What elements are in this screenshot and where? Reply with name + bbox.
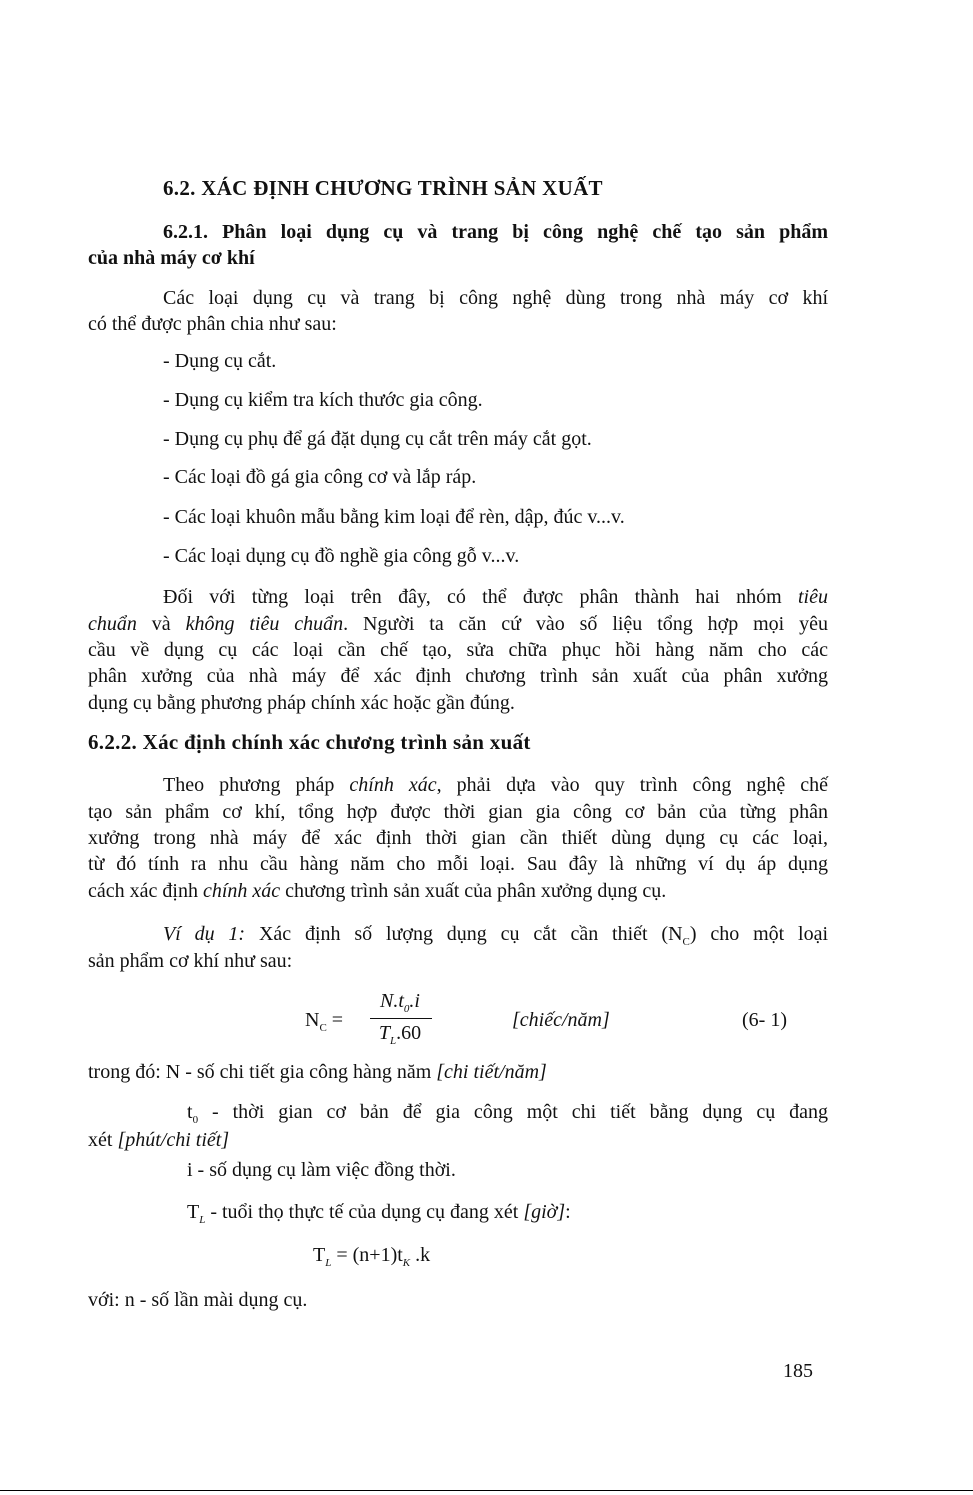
subscript: 0 — [192, 1114, 199, 1126]
unit: [chi tiết/năm] — [436, 1061, 547, 1083]
paragraph-line: từ đó tính ra nhu cầu hàng năm cho mỗi loại. Sau đây là những ví dụ áp dụng — [88, 853, 828, 875]
definition-line — [88, 1127, 229, 1153]
symbol: t — [187, 1101, 193, 1123]
equation-number: (6- 1) — [742, 1009, 787, 1031]
definition-line — [187, 1099, 828, 1133]
formula-lhs — [305, 1007, 343, 1041]
text-italic: không tiêu chuẩn — [185, 613, 344, 635]
text: , phải dựa vào quy trình công nghệ chế — [436, 774, 829, 796]
list-item: - Các loại khuôn mẫu bằng kim loại để rèn, dập, đúc v...v. — [163, 506, 625, 528]
text: .k — [410, 1244, 431, 1266]
text: và — [136, 613, 186, 635]
symbol: N — [305, 1009, 320, 1031]
text: - thời gian cơ bản để gia công một chi tiết bằng dụng cụ đang — [198, 1101, 828, 1123]
paragraph-line: dụng cụ bằng phương pháp chính xác hoặc gần đúng. — [88, 692, 515, 714]
paragraph-line: tạo sản phẩm cơ khí, tổng hợp được thời gian gia công cơ bản của từng phân — [88, 801, 828, 823]
text: Đối với từng loại trên đây, có thể được phân thành hai nhóm — [163, 586, 798, 608]
subscript: C — [319, 1022, 327, 1034]
list-item: - Dụng cụ cắt. — [163, 350, 277, 372]
symbol: T — [313, 1244, 326, 1266]
subscript: L — [325, 1257, 332, 1269]
definition-line — [187, 1199, 571, 1233]
symbol: .60 — [396, 1022, 422, 1044]
list-item: - Dụng cụ phụ để gá đặt dụng cụ cắt trên máy cắt gọt. — [163, 428, 592, 450]
paragraph-line: xưởng trong nhà máy để xác định thời gian cần thiết dùng dụng cụ các loại, — [88, 827, 828, 849]
list-item: - Các loại đồ gá gia công cơ và lắp ráp. — [163, 466, 477, 488]
symbol: N.t — [380, 990, 404, 1012]
subscript: C — [682, 936, 690, 948]
formula-denominator — [365, 1022, 435, 1047]
definition-line — [88, 1059, 547, 1085]
subscript: L — [199, 1214, 206, 1226]
text: . Người ta căn cứ vào số liệu tổng hợp mọi yêu — [343, 613, 828, 635]
text: chương trình sản xuất của phân xưởng dụng cụ. — [280, 880, 667, 902]
text: = (n+1)t — [331, 1244, 403, 1266]
intro-line: Các loại dụng cụ và trang bị công nghệ dùng trong nhà máy cơ khí — [163, 287, 828, 309]
text: Theo phương pháp — [163, 774, 350, 796]
formula-tool-life — [313, 1242, 430, 1276]
intro-line: có thể được phân chia như sau: — [88, 313, 337, 335]
list-item: - Dụng cụ kiểm tra kích thước gia công. — [163, 389, 483, 411]
symbol: .i — [409, 990, 420, 1012]
section-heading: 6.2. XÁC ĐỊNH CHƯƠNG TRÌNH SẢN XUẤT — [163, 176, 603, 200]
subscript: L — [390, 1035, 397, 1047]
subsection-heading-6-2-1-cont: của nhà máy cơ khí — [88, 247, 255, 269]
paragraph-line: cầu về dụng cụ các loại cần chế tạo, sửa chữa phục hồi hàng năm cho các — [88, 639, 828, 661]
list-item: - Các loại dụng cụ đồ nghề gia công gỗ v...v. — [163, 545, 520, 567]
unit: [giờ] — [523, 1201, 566, 1223]
text: xét — [88, 1129, 118, 1151]
text: cách xác định — [88, 880, 203, 902]
text-italic: chính xác — [349, 774, 437, 796]
subsection-heading-6-2-1: 6.2.1. Phân loại dụng cụ và trang bị công nghệ chế tạo sản phẩm — [163, 221, 828, 243]
page-number: 185 — [783, 1360, 813, 1382]
text-italic: chính xác — [202, 880, 281, 902]
fraction-bar — [370, 1018, 432, 1019]
paragraph-line — [88, 611, 828, 637]
symbol: T — [187, 1201, 200, 1223]
text: - tuổi thọ thực tế của dụng cụ đang xét — [205, 1201, 524, 1223]
example-label: Ví dụ 1: — [163, 923, 246, 945]
paragraph-line — [163, 584, 828, 610]
formula-numerator — [365, 990, 435, 1015]
paragraph-line: phân xưởng của nhà máy để xác định chương trình sản xuất của phân xưởng — [88, 665, 828, 687]
paragraph-line — [163, 772, 828, 798]
subscript: K — [402, 1257, 411, 1269]
text: ) cho một loại — [689, 923, 829, 945]
subsection-heading-6-2-2: 6.2.2. Xác định chính xác chương trình sản xuất — [88, 730, 531, 754]
bottom-rule — [0, 1490, 973, 1491]
text: Xác định số lượng dụng cụ cắt cần thiết (N — [245, 923, 683, 945]
text: : — [565, 1201, 571, 1223]
text-italic: chuẩn — [88, 613, 137, 635]
definition-line: i - số dụng cụ làm việc đồng thời. — [187, 1159, 456, 1181]
formula-unit: [chiếc/năm] — [512, 1009, 610, 1031]
equals: = — [331, 1009, 344, 1031]
text-italic: tiêu — [798, 586, 828, 608]
example-line: sản phẩm cơ khí như sau: — [88, 950, 293, 972]
text: trong đó: N - số chi tiết gia công hàng năm — [88, 1061, 437, 1083]
paragraph-line — [88, 878, 666, 904]
subscript: 0 — [403, 1003, 410, 1015]
unit: [phút/chi tiết] — [117, 1129, 230, 1151]
symbol: T — [378, 1022, 390, 1044]
definition-line: với: n - số lần mài dụng cụ. — [88, 1289, 308, 1311]
